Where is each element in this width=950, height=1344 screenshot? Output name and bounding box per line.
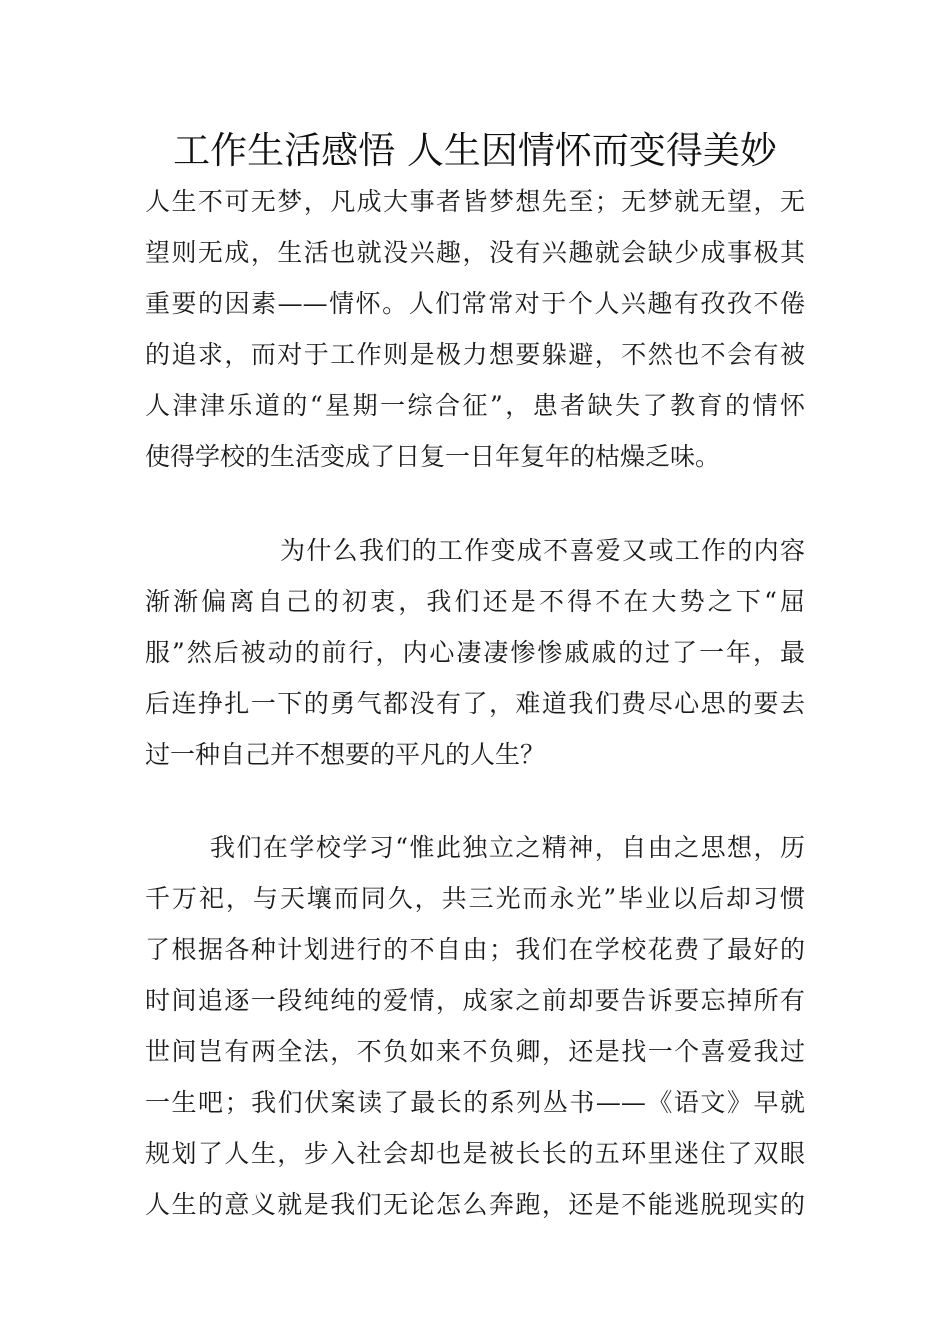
paragraph-2-line-4: 后连挣扎一下的勇气都没有了，难道我们费尽心思的要去 (145, 689, 805, 718)
paragraph-1-line-6: 使得学校的生活变成了日复一日年复年的枯燥乏味。 (145, 442, 721, 471)
paragraph-1-line-1: 人生不可无梦，凡成大事者皆梦想先至；无梦就无望，无 (145, 187, 805, 216)
paragraph-3-line-7: 规划了人生，步入社会却也是被长长的五环里迷住了双眼 (145, 1139, 805, 1168)
paragraph-2-line-2: 渐渐偏离自己的初衷，我们还是不得不在大势之下“屈 (145, 587, 805, 616)
paragraph-3-line-6: 一生吧；我们伏案读了最长的系列丛书——《语文》早就 (145, 1088, 805, 1117)
paragraph-1-line-4: 的追求，而对于工作则是极力想要躲避，不然也不会有被 (145, 340, 805, 369)
paragraph-3-line-8: 人生的意义就是我们无论怎么奔跑，还是不能逃脱现实的 (145, 1190, 805, 1219)
paragraph-2-line-3: 服”然后被动的前行，内心凄凄惨惨戚戚的过了一年，最 (145, 638, 805, 667)
paragraph-1-line-5: 人津津乐道的“星期一综合征”，患者缺失了教育的情怀 (145, 391, 805, 420)
paragraph-1-line-2: 望则无成，生活也就没兴趣，没有兴趣就会缺少成事极其 (145, 238, 805, 267)
paragraph-2-line-5: 过一种自己并不想要的平凡的人生？ (145, 740, 546, 769)
paragraph-3-line-3: 了根据各种计划进行的不自由；我们在学校花费了最好的 (145, 935, 805, 964)
paragraph-2-line-1: 为什么我们的工作变成不喜爱又或工作的内容 (280, 536, 805, 565)
document-title: 工作生活感悟 人生因情怀而变得美妙 (173, 129, 777, 172)
paragraph-3-line-4: 时间追逐一段纯纯的爱情，成家之前却要告诉要忘掉所有 (145, 986, 805, 1015)
paragraph-3-line-1: 我们在学校学习“惟此独立之精神，自由之思想，历 (210, 833, 805, 862)
paragraph-3-line-2: 千万祀，与天壤而同久，共三光而永光”毕业以后却习惯 (145, 884, 805, 913)
paragraph-3-line-5: 世间岂有两全法，不负如来不负卿，还是找一个喜爱我过 (145, 1037, 805, 1066)
paragraph-1-line-3: 重要的因素——情怀。人们常常对于个人兴趣有孜孜不倦 (145, 289, 805, 318)
